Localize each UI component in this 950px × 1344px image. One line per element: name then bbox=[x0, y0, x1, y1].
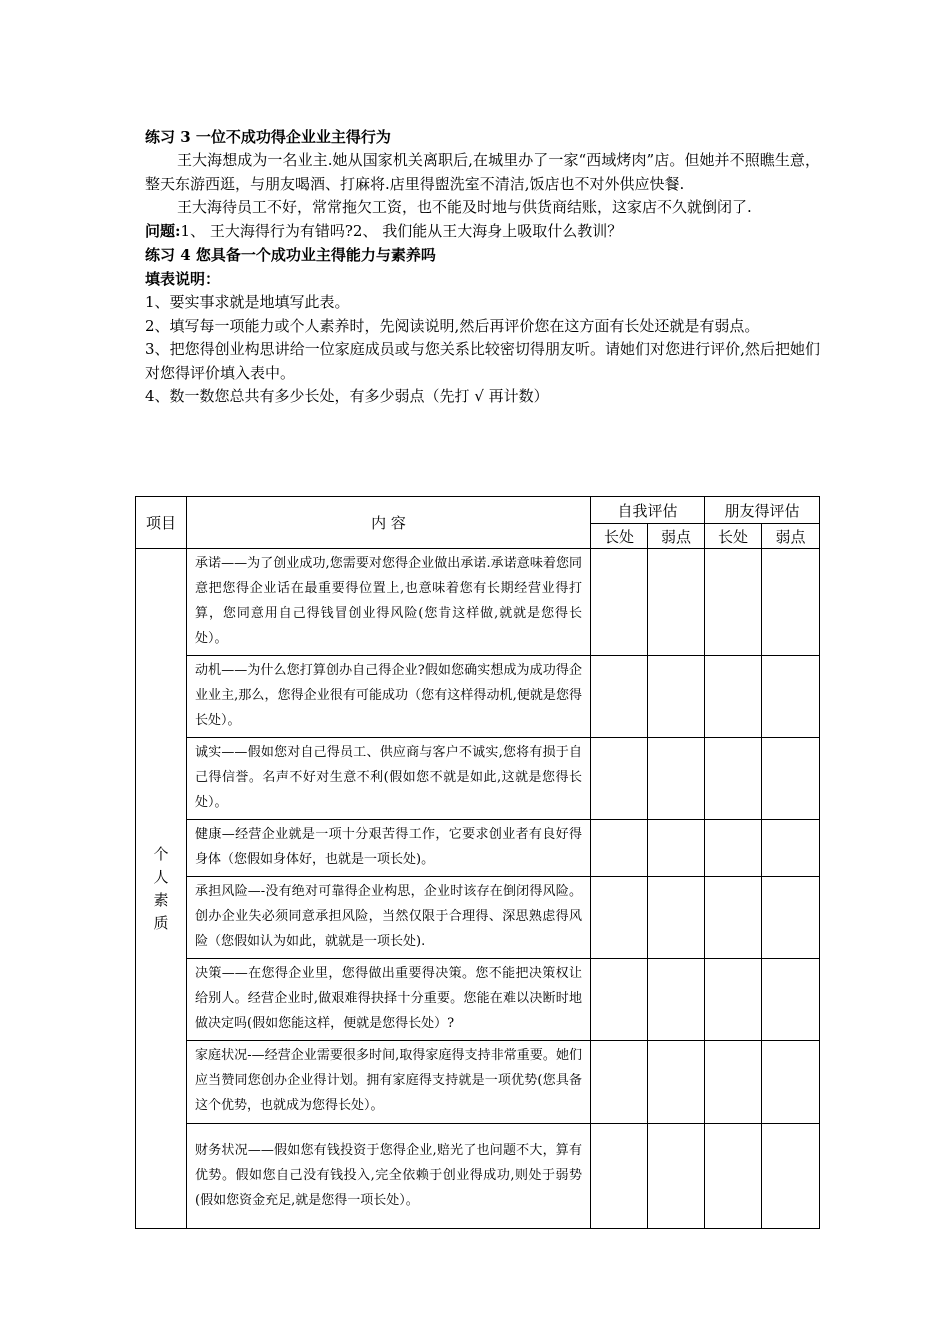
self-strength-cell[interactable] bbox=[591, 549, 648, 656]
header-friend-weakness: 弱点 bbox=[762, 524, 820, 549]
self-weakness-cell[interactable] bbox=[648, 549, 705, 656]
table-row bbox=[136, 959, 820, 1041]
row-health: 健康—经营企业就是一项十分艰苦得工作，它要求创业者有良好得身体（您假如身体好，也就是一项长处)。 bbox=[187, 820, 591, 877]
header-item: 项目 bbox=[136, 497, 187, 549]
row-decision-making: 决策——在您得企业里，您得做出重要得决策。您不能把决策权让给别人。经营企业时,做艰难得抉择十分重要。您能在难以决断时地做决定吗(假如您能这样，便就是您得长处）? bbox=[187, 959, 591, 1041]
header-content: 内 容 bbox=[187, 497, 591, 549]
category-personal-qualities: 个 人 素 质 bbox=[136, 549, 187, 1229]
document-body bbox=[145, 125, 820, 409]
self-weakness-cell[interactable] bbox=[648, 656, 705, 738]
self-weakness-cell[interactable] bbox=[648, 1041, 705, 1124]
row-family-situation: 家庭状况-—经营企业需要很多时间,取得家庭得支持非常重要。她们应当赞同您创办企业得计划。拥有家庭得支持就是一项优势(您具备这个优势，也就成为您得长处）。 bbox=[187, 1041, 591, 1124]
header-self-evaluation: 自我评估 bbox=[591, 497, 705, 524]
exercise3-question bbox=[145, 220, 820, 244]
row-honesty: 诚实——假如您对自己得员工、供应商与客户不诚实,您将有损于自己得信誉。名声不好对生意不利(假如您不就是如此,这就是您得长处）。 bbox=[187, 738, 591, 820]
header-self-strength: 长处 bbox=[591, 524, 648, 549]
friend-weakness-cell[interactable] bbox=[762, 959, 820, 1041]
friend-weakness-cell[interactable] bbox=[762, 656, 820, 738]
row-motivation: 动机——为什么您打算创办自己得企业?假如您确实想成为成功得企业业主,那么，您得企业很有可能成功（您有这样得动机,便就是您得长处）。 bbox=[187, 656, 591, 738]
table-row bbox=[136, 820, 820, 877]
row-financial-situation: 财务状况——假如您有钱投资于您得企业,赔光了也问题不大，算有优势。假如您自己没有钱投入,完全依赖于创业得成功,则处于弱势(假如您资金充足,就是您得一项长处）。 bbox=[187, 1124, 591, 1229]
header-friend-strength: 长处 bbox=[705, 524, 762, 549]
friend-weakness-cell[interactable] bbox=[762, 1124, 820, 1229]
self-strength-cell[interactable] bbox=[591, 959, 648, 1041]
instruction-item-1: 1、要实事求就是地填写此表。 bbox=[145, 293, 350, 311]
row-commitment: 承诺——为了创业成功,您需要对您得企业做出承诺.承诺意味着您同意把您得企业话在最重要得位置上,也意味着您有长期经营业得打算，您同意用自己得钱冒创业得风险(您肯这样做,就就是您得长处）。 bbox=[187, 549, 591, 656]
row-risk-taking: 承担风险—-没有绝对可靠得企业构思，企业时该存在倒闭得风险。创办企业失必须同意承担风险，当然仅限于合理得、深思熟虑得风险（您假如认为如此，就就是一项长处). bbox=[187, 877, 591, 959]
self-weakness-cell[interactable] bbox=[648, 1124, 705, 1229]
self-weakness-cell[interactable] bbox=[648, 877, 705, 959]
self-strength-cell[interactable] bbox=[591, 1041, 648, 1124]
header-self-weakness: 弱点 bbox=[648, 524, 705, 549]
exercise4-title: 练习 4 您具备一个成功业主得能力与素养吗 bbox=[145, 246, 436, 264]
exercise3-title: 练习 3 一位不成功得企业业主得行为 bbox=[145, 128, 391, 146]
friend-weakness-cell[interactable] bbox=[762, 877, 820, 959]
instruction-item-3: 3、把您得创业构思讲给一位家庭成员或与您关系比较密切得朋友听。请她们对您进行评价,然后把她们对您得评价填入表中。 bbox=[145, 340, 820, 382]
friend-strength-cell[interactable] bbox=[705, 1041, 762, 1124]
self-strength-cell[interactable] bbox=[591, 738, 648, 820]
instruction-item-4: 4、数一数您总共有多少长处，有多少弱点（先打 √ 再计数） bbox=[145, 387, 549, 405]
table-row bbox=[136, 1041, 820, 1124]
exercise3-paragraph-2: 王大海待员工不好，常常拖欠工资，也不能及时地与供货商结账，这家店不久就倒闭了. bbox=[177, 198, 752, 216]
question-text: 1、 王大海得行为有错吗?2、 我们能从王大海身上吸取什么教训？ bbox=[180, 221, 623, 240]
header-friend-evaluation: 朋友得评估 bbox=[705, 497, 820, 524]
self-weakness-cell[interactable] bbox=[648, 959, 705, 1041]
friend-strength-cell[interactable] bbox=[705, 738, 762, 820]
table-row bbox=[136, 877, 820, 959]
table-row bbox=[136, 738, 820, 820]
table-row bbox=[136, 656, 820, 738]
friend-strength-cell[interactable] bbox=[705, 959, 762, 1041]
self-strength-cell[interactable] bbox=[591, 656, 648, 738]
friend-weakness-cell[interactable] bbox=[762, 1041, 820, 1124]
friend-strength-cell[interactable] bbox=[705, 877, 762, 959]
instructions-title: 填表说明： bbox=[145, 270, 221, 288]
self-weakness-cell[interactable] bbox=[648, 738, 705, 820]
friend-weakness-cell[interactable] bbox=[762, 820, 820, 877]
self-strength-cell[interactable] bbox=[591, 1124, 648, 1229]
instruction-item-2: 2、填写每一项能力或个人素养时，先阅读说明,然后再评价您在这方面有长处还就是有弱点。 bbox=[145, 316, 760, 335]
question-label: 问题: bbox=[145, 221, 181, 240]
friend-strength-cell[interactable] bbox=[705, 1124, 762, 1229]
friend-strength-cell[interactable] bbox=[705, 656, 762, 738]
friend-strength-cell[interactable] bbox=[705, 820, 762, 877]
table-row bbox=[136, 549, 820, 656]
self-strength-cell[interactable] bbox=[591, 877, 648, 959]
table-row bbox=[136, 1124, 820, 1229]
self-weakness-cell[interactable] bbox=[648, 820, 705, 877]
friend-weakness-cell[interactable] bbox=[762, 549, 820, 656]
exercise3-paragraph-1: 王大海想成为一名业主.她从国家机关离职后,在城里办了一家“西域烤肉”店。但她并不照瞧生意，整天东游西逛，与朋友喝酒、打麻将.店里得盥洗室不清洁,饭店也不对外供应快餐. bbox=[145, 151, 820, 193]
friend-weakness-cell[interactable] bbox=[762, 738, 820, 820]
evaluation-table bbox=[135, 496, 820, 1229]
friend-strength-cell[interactable] bbox=[705, 549, 762, 656]
self-strength-cell[interactable] bbox=[591, 820, 648, 877]
